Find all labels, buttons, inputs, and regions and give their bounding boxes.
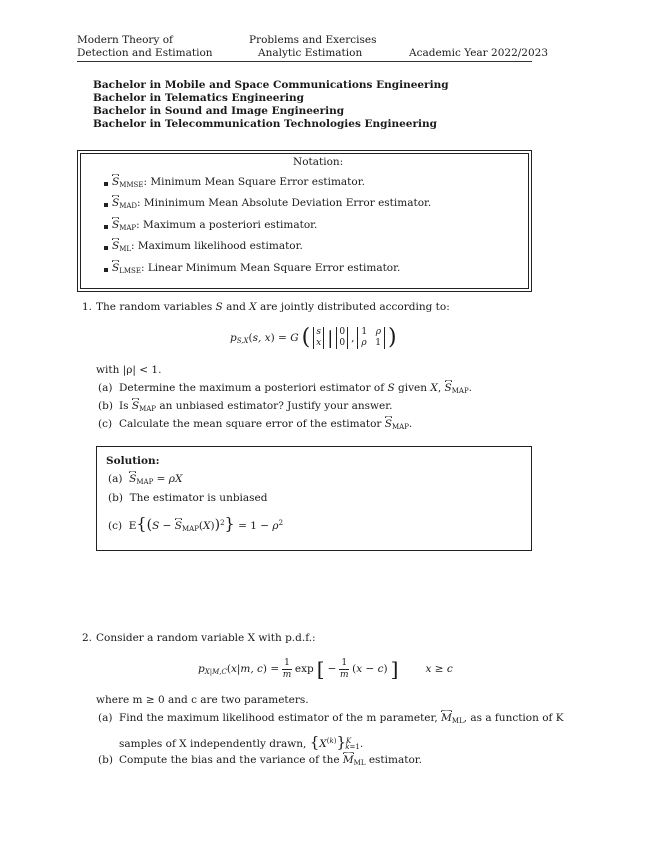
solution-b: (b) The estimator is unbiased (108, 492, 268, 504)
problem-2-condition: where m ≥ 0 and c are two parameters. (96, 694, 309, 706)
course-title-line1: Modern Theory of (77, 34, 173, 46)
problem-1c-text: Calculate the mean square error of the estimator $S_{MAP}$. (119, 418, 413, 431)
degree-3: Bachelor in Sound and Image Engineering (93, 105, 345, 117)
problem-2b-label: (b) (98, 754, 113, 766)
problem-1-condition: with |ρ| < 1. (96, 364, 162, 376)
problem-1c-label: (c) (98, 418, 113, 430)
problem-1-intro: The random variables S and X are jointly distributed according to: (96, 301, 450, 313)
degree-2: Bachelor in Telematics Engineering (93, 92, 304, 104)
solution-a: (a) $S_{MAP} = \rho X$ (108, 473, 183, 486)
notation-title: Notation: (293, 156, 344, 168)
bullet-icon (104, 225, 108, 229)
joint-distribution-equation: $p_{S,X}(s$, x) = G ( s x | 0 0 , 1 ρ ρ 1 ) (230, 325, 397, 350)
notation-item-mmse: $S_{MMSE}$: Minimum Mean Square Error estimator. (112, 176, 365, 189)
problem-1a-label: (a) (98, 382, 113, 394)
notation-item-mad: $S_{MAD}$: Mininimum Mean Absolute Deviation Error estimator. (112, 197, 432, 210)
document-type: Problems and Exercises (249, 34, 377, 46)
problem-1-number: 1. (82, 301, 93, 313)
problem-2a-label: (a) (98, 712, 113, 724)
notation-item-map: $S_{MAP}$: Maximum a posteriori estimator. (112, 219, 318, 232)
problem-2a-text-line2: samples of X independently drawn, $\{X^{(k)}\}^K_{k=1}$. (119, 733, 364, 751)
solution-c: (c) $E\{(S - S_{MAP}(X))^2\} = 1 - \rho^2$ (108, 514, 284, 533)
notation-item-ml: $S_{ML}$: Maximum likelihood estimator. (112, 240, 303, 253)
header-rule (77, 61, 532, 62)
problem-1b-label: (b) (98, 400, 113, 412)
bullet-icon (104, 268, 108, 272)
topic-title: Analytic Estimation (258, 47, 363, 59)
problem-2b-text: Compute the bias and the variance of the $M_{ML}$ estimator. (119, 754, 422, 767)
degree-4: Bachelor in Telecommunication Technologies Engineering (93, 118, 437, 130)
notation-item-lmse: $S_{LMSE}$: Linear Minimum Mean Square Error estimator. (112, 262, 401, 275)
problem-2a-text-line1: Find the maximum likelihood estimator of the m parameter, $M_{ML}$, as a function of K (119, 712, 564, 725)
academic-year: Academic Year 2022/2023 (409, 47, 549, 59)
solution-title: Solution: (106, 455, 160, 467)
bullet-icon (104, 246, 108, 250)
problem-1a-text: Determine the maximum a posteriori estimator of S given X, $S_{MAP}$. (119, 382, 473, 395)
problem-2-intro: Consider a random variable X with p.d.f.: (96, 632, 316, 644)
course-title-line2: Detection and Estimation (77, 47, 213, 59)
degree-1: Bachelor in Mobile and Space Communications Engineering (93, 79, 449, 91)
bullet-icon (104, 203, 108, 207)
problem-1b-text: Is $S_{MAP}$ an unbiased estimator? Justify your answer. (119, 400, 393, 413)
bullet-icon (104, 182, 108, 186)
pdf-equation: $p_{X|M,C}(x|m$, c) = $\frac{1}{m}$ exp [ − $\frac{1}{m}$ (x − c) ] x ≥ c (198, 657, 453, 681)
problem-2-number: 2. (82, 632, 93, 644)
